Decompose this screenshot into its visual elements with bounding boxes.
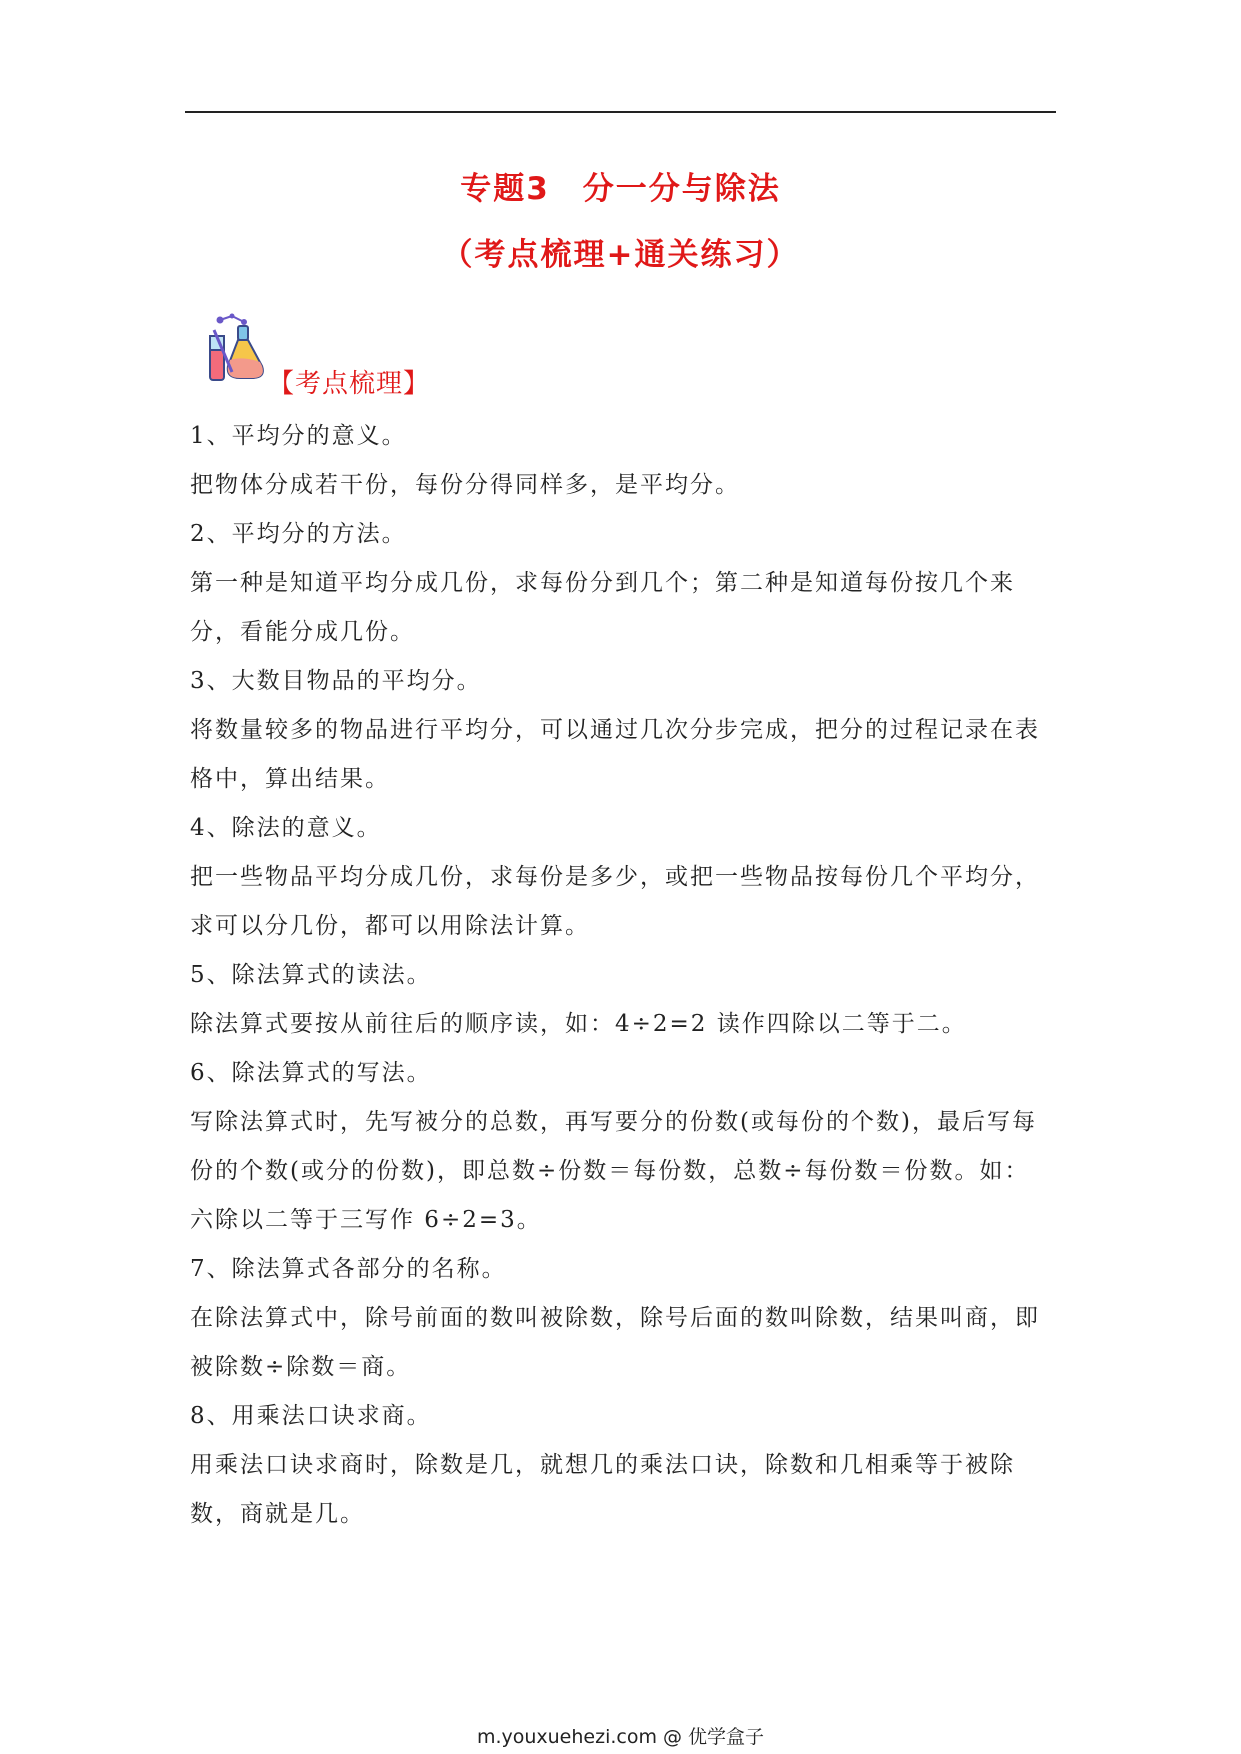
footer-watermark: m.youxuehezi.com @ 优学盒子 xyxy=(476,1726,765,1748)
page-subtitle: （考点梳理+通关练习） xyxy=(441,237,800,273)
heading-7: 7、除法算式各部分的名称。 xyxy=(190,1256,507,1282)
paragraph-7b: 被除数÷除数＝商。 xyxy=(190,1354,412,1380)
paragraph-3b: 格中，算出结果。 xyxy=(190,766,390,792)
heading-2: 2、平均分的方法。 xyxy=(190,521,407,547)
heading-4: 4、除法的意义。 xyxy=(190,815,382,841)
heading-5: 5、除法算式的读法。 xyxy=(190,962,432,988)
section-label: 【考点梳理】 xyxy=(268,369,431,399)
paragraph-6b: 份的个数(或分的份数)，即总数÷份数＝每份数，总数÷每份数＝份数。如： xyxy=(190,1158,1030,1184)
paragraph-1: 把物体分成若干份，每份分得同样多，是平均分。 xyxy=(190,472,740,498)
paragraph-6c: 六除以二等于三写作 6÷2=3。 xyxy=(190,1207,542,1233)
paragraph-2b: 分，看能分成几份。 xyxy=(190,619,415,645)
paragraph-4a: 把一些物品平均分成几份，求每份是多少，或把一些物品按每份几个平均分， xyxy=(190,864,1040,890)
heading-8: 8、用乘法口诀求商。 xyxy=(190,1403,432,1429)
paragraph-7a: 在除法算式中，除号前面的数叫被除数，除号后面的数叫除数，结果叫商，即 xyxy=(190,1305,1040,1331)
heading-3: 3、大数目物品的平均分。 xyxy=(190,668,482,694)
paragraph-3a: 将数量较多的物品进行平均分，可以通过几次分步完成，把分的过程记录在表 xyxy=(190,717,1040,743)
heading-6: 6、除法算式的写法。 xyxy=(190,1060,432,1086)
paragraph-4b: 求可以分几份，都可以用除法计算。 xyxy=(190,913,590,939)
paragraph-8a: 用乘法口诀求商时，除数是几，就想几的乘法口诀，除数和几相乘等于被除 xyxy=(190,1452,1015,1478)
content-body xyxy=(190,412,1050,1539)
paragraph-8b: 数，商就是几。 xyxy=(190,1501,365,1527)
page-title: 专题3 分一分与除法 xyxy=(460,171,781,207)
paragraph-2a: 第一种是知道平均分成几份，求每份分到几个；第二种是知道每份按几个来 xyxy=(190,570,1015,596)
header-rule xyxy=(185,111,1056,113)
flask-icon xyxy=(204,312,268,384)
paragraph-5: 除法算式要按从前往后的顺序读，如：4÷2=2 读作四除以二等于二。 xyxy=(190,1011,967,1037)
paragraph-6a: 写除法算式时，先写被分的总数，再写要分的份数(或每份的个数)，最后写每 xyxy=(190,1109,1037,1135)
heading-1: 1、平均分的意义。 xyxy=(190,423,407,449)
